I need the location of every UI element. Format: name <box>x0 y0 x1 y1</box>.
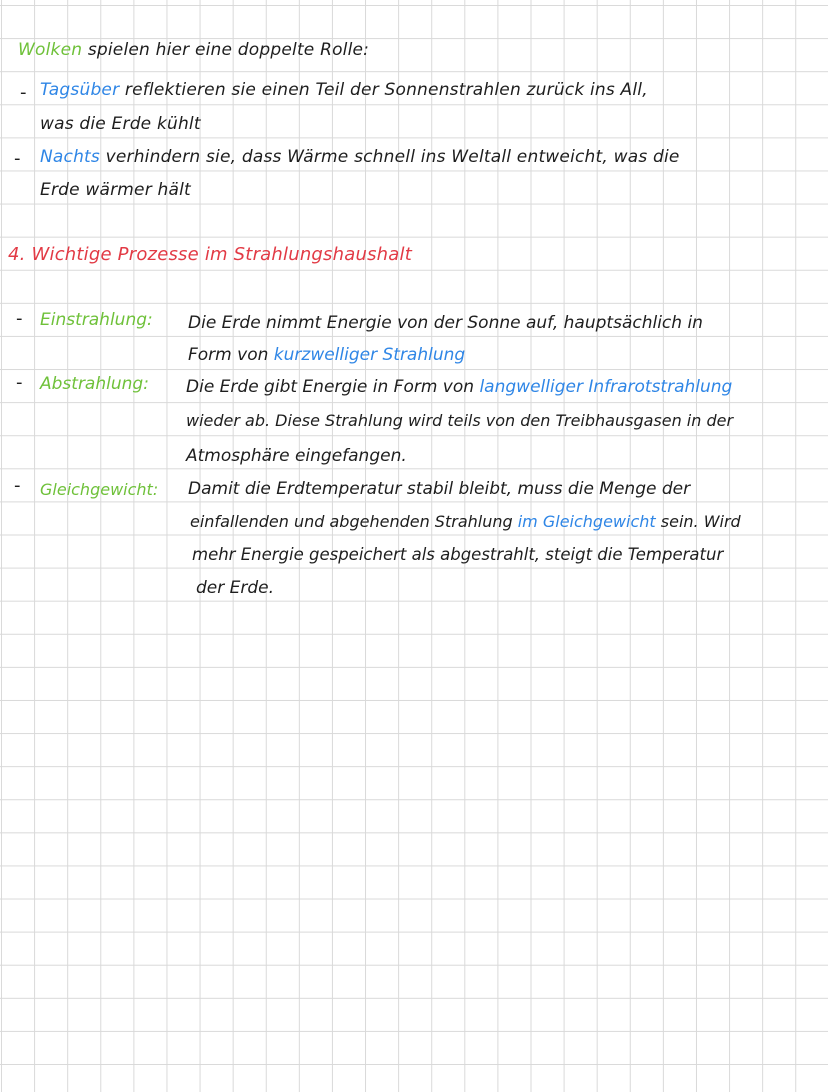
term-colon: : <box>143 374 149 394</box>
cloud-text-daytime: reflektieren sie einen Teil der Sonnenstrahlen zurück ins All, <box>119 80 648 100</box>
gleichgewicht-line-4: der Erde. <box>196 578 275 598</box>
term-gleichgewicht <box>40 480 158 499</box>
abstrahlung-line-1-prefix: Die Erde gibt Energie in Form von <box>186 377 480 397</box>
bullet-dash: - <box>16 372 23 393</box>
bullet-dash: - <box>14 148 21 169</box>
term-label: Abstrahlung <box>40 374 144 394</box>
term-label: Einstrahlung <box>40 310 148 330</box>
term-einstrahlung <box>40 310 153 330</box>
einstrahlung-blue-term: kurzwelliger Strahlung <box>273 345 466 365</box>
cloud-highlight-night: Nachts <box>40 147 100 167</box>
intro-rest: spielen hier eine doppelte Rolle: <box>82 40 370 60</box>
abstrahlung-line-3: Atmosphäre eingefangen. <box>186 446 407 466</box>
gleichgewicht-line-2 <box>190 512 741 531</box>
term-label: Gleichgewicht <box>40 480 153 499</box>
cloud-text-night: verhindern sie, dass Wärme schnell ins Weltall entweicht, was die <box>99 147 680 167</box>
bullet-dash: - <box>20 82 27 103</box>
cloud-highlight-daytime: Tagsüber <box>40 80 120 100</box>
einstrahlung-line-1: Die Erde nimmt Energie von der Sonne auf, hauptsächlich in <box>188 313 703 333</box>
gleichgewicht-line-3: mehr Energie gespeichert als abgestrahlt, steigt die Temperatur <box>192 545 724 564</box>
cloud-bullet-night <box>40 147 680 167</box>
bullet-dash: - <box>14 475 21 496</box>
term-colon: : <box>147 310 153 330</box>
intro-line <box>18 40 369 60</box>
term-abstrahlung <box>40 374 149 394</box>
abstrahlung-blue-term: langwelliger Infrarotstrahlung <box>479 377 733 397</box>
section-title: Wichtige Prozesse im Strahlungshaushalt <box>31 244 412 265</box>
cloud-continuation-daytime: was die Erde kühlt <box>40 114 201 134</box>
abstrahlung-line-2: wieder ab. Diese Strahlung wird teils von den Treibhausgasen in der <box>186 411 734 430</box>
einstrahlung-line-2 <box>188 345 465 365</box>
section-heading <box>8 244 412 265</box>
bullet-dash: - <box>16 308 23 329</box>
intro-green-word: Wolken <box>18 40 83 60</box>
einstrahlung-line-2-prefix: Form von <box>188 345 274 365</box>
gleichgewicht-line-1: Damit die Erdtemperatur stabil bleibt, muss die Menge der <box>188 479 691 499</box>
term-colon: : <box>152 480 159 499</box>
section-number: 4. <box>8 244 26 265</box>
gleichgewicht-line-2-suffix: sein. Wird <box>655 512 741 531</box>
cloud-continuation-night: Erde wärmer hält <box>40 180 191 200</box>
gleichgewicht-blue-term: im Gleichgewicht <box>517 512 656 531</box>
abstrahlung-line-1 <box>186 377 732 397</box>
cloud-bullet-daytime <box>40 80 648 100</box>
gleichgewicht-line-2-prefix: einfallenden und abgehenden Strahlung <box>190 512 518 531</box>
